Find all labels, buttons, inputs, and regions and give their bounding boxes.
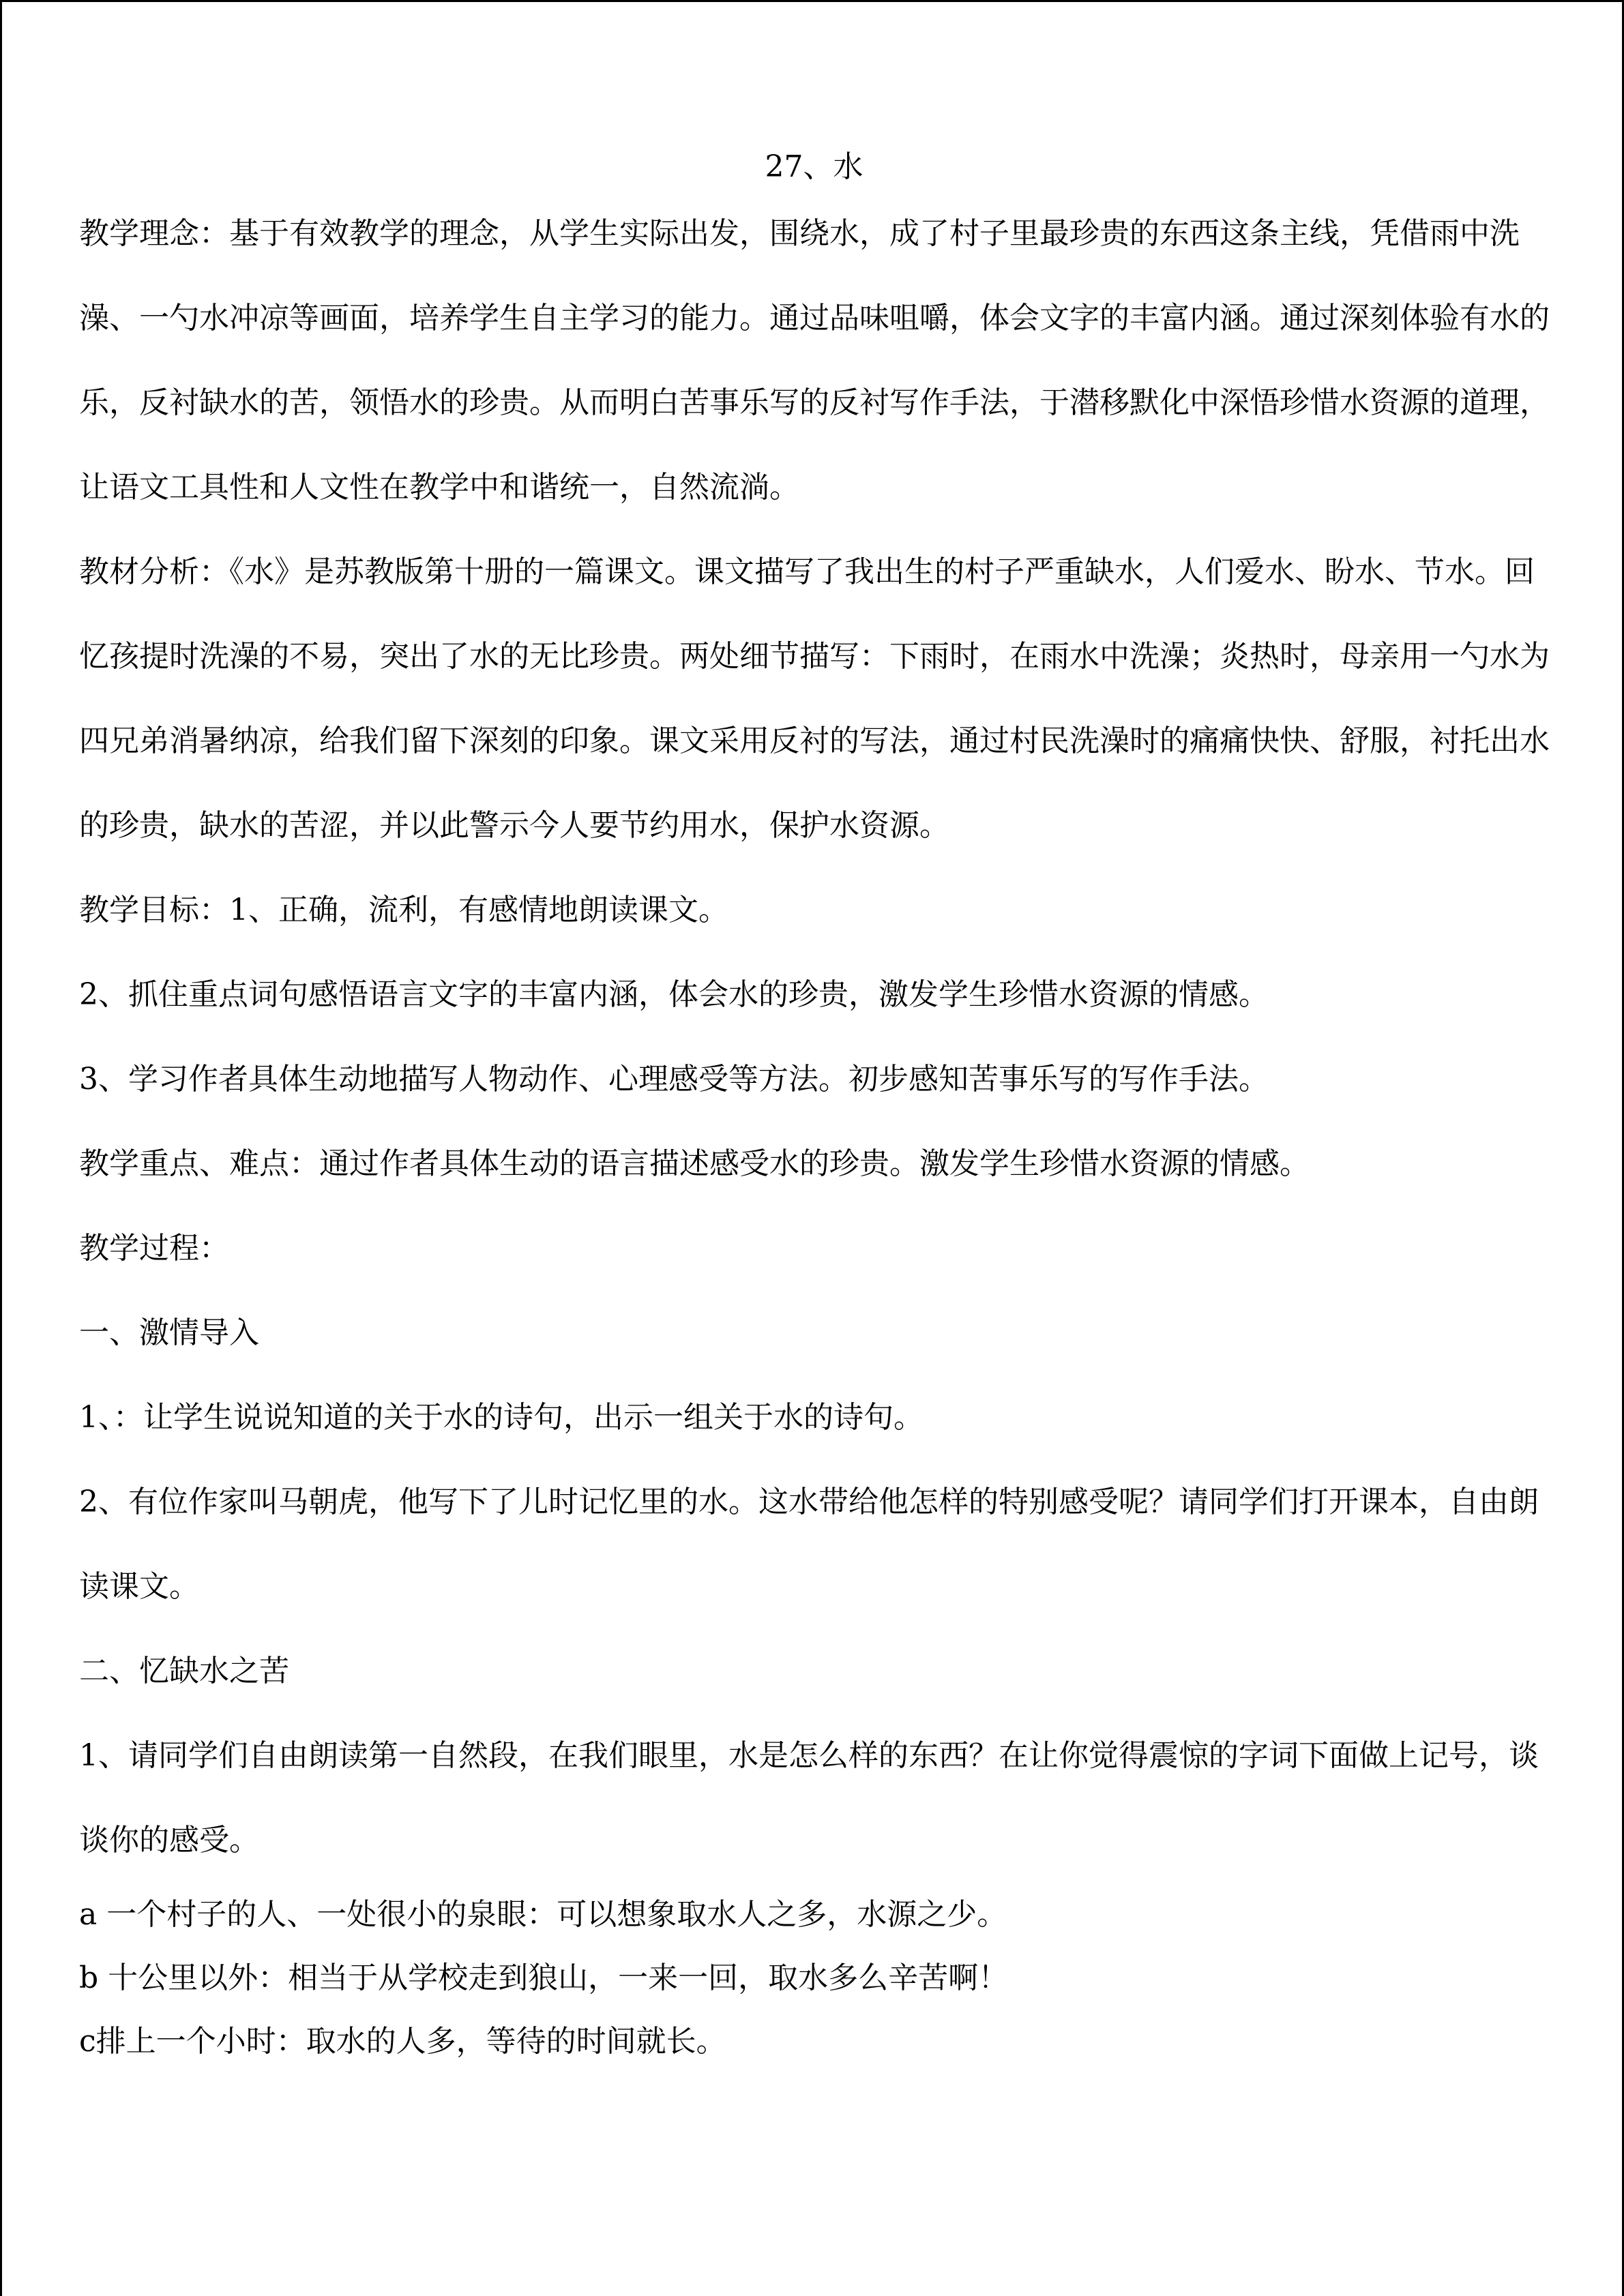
key-points-paragraph: 教学重点、难点：通过作者具体生动的语言描述感受水的珍贵。激发学生珍惜水资源的情感。 [79, 1146, 1310, 1181]
teaching-goal-2: 2、抓住重点词句感悟语言文字的丰富内涵，体会水的珍贵，激发学生珍惜水资源的情感。 [79, 977, 1269, 1012]
section-2-step-1: 1、请同学们自由朗读第一自然段，在我们眼里，水是怎么样的东西？在让你觉得震惊的字词下面做上记号，谈谈你的感受。 [79, 1738, 1539, 1858]
section-2-heading: 二、忆缺水之苦 [79, 1654, 289, 1688]
document-title: 27、水 [765, 149, 863, 184]
teaching-goal-3: 3、学习作者具体生动地描写人物动作、心理感受等方法。初步感知苦事乐写的写作手法。 [79, 1062, 1269, 1097]
list-item-a: a 一个村子的人、一处很小的泉眼：可以想象取水人之多，水源之少。 [79, 1897, 1007, 1932]
textbook-analysis-paragraph: 教材分析：《水》是苏教版第十册的一篇课文。课文描写了我出生的村子严重缺水，人们爱水、盼水、节水。回忆孩提时洗澡的不易，突出了水的无比珍贵。两处细节描写：下雨时，在雨水中洗澡；炎热时，母亲用一勺水为四兄弟消暑纳凉，给我们留下深刻的印象。课文采用反衬的写法，通过村民洗澡时的痛痛快快、舒服，衬托出水的珍贵，缺水的苦涩，并以此警示今人要节约用水，保护水资源。 [79, 554, 1550, 843]
list-item-c: c排上一个小时：取水的人多，等待的时间就长。 [79, 2024, 726, 2059]
teaching-goal-1: 教学目标：1、正确，流利，有感情地朗读课文。 [79, 893, 728, 927]
list-item-b: b 十公里以外：相当于从学校走到狼山，一来一回，取水多么辛苦啊！ [79, 1960, 1009, 1995]
teaching-process-heading: 教学过程： [79, 1231, 229, 1266]
section-1-step-2: 2、有位作家叫马朝虎，他写下了儿时记忆里的水。这水带给他怎样的特别感受呢？请同学们打开课本，自由朗读课文。 [79, 1485, 1539, 1604]
document-body [79, 192, 1552, 2073]
section-1-heading: 一、激情导入 [79, 1315, 259, 1350]
section-1-step-1: 1、：让学生说说知道的关于水的诗句，出示一组关于水的诗句。 [79, 1400, 924, 1435]
teaching-philosophy-paragraph: 教学理念：基于有效教学的理念，从学生实际出发，围绕水，成了村子里最珍贵的东西这条主线，凭借雨中洗澡、一勺水冲凉等画面，培养学生自主学习的能力。通过品味咀嚼，体会文字的丰富内涵。通过深刻体验有水的乐，反衬缺水的苦，领悟水的珍贵。从而明白苦事乐写的反衬写作手法，于潜移默化中深悟珍惜水资源的道理，让语文工具性和人文性在教学中和谐统一，自然流淌。 [79, 216, 1550, 505]
